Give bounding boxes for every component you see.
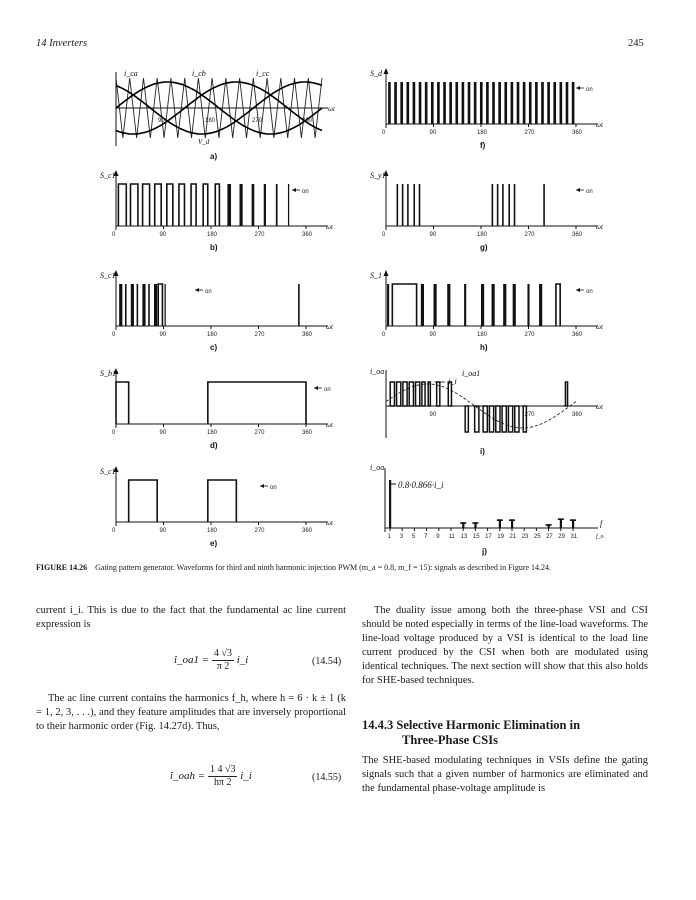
pulse: [572, 82, 575, 124]
panel-label: c): [210, 343, 218, 352]
caption-label: FIGURE 14.26: [36, 563, 88, 572]
pulse: [203, 184, 208, 226]
pulse: [227, 184, 231, 226]
tick-label: 180: [207, 332, 218, 338]
harmonic-tick-label: 17: [485, 534, 492, 540]
pulse: [421, 284, 424, 326]
pulse: [462, 82, 465, 124]
pulse: [264, 184, 266, 226]
pulse: [513, 284, 516, 326]
tick-180: 180: [205, 118, 216, 124]
signal-label: S_b1: [100, 369, 116, 378]
tick-label: 90: [159, 232, 167, 238]
signal-label: S_c1: [100, 467, 116, 476]
pulses: [118, 184, 289, 226]
harmonic-tick-label: 29: [558, 534, 565, 540]
pulse: [514, 184, 516, 226]
pulse: [413, 82, 416, 124]
pulse: [541, 82, 544, 124]
pulse: [498, 82, 501, 124]
signal-label: S_1: [370, 271, 382, 280]
pulse: [543, 184, 545, 226]
caption-text: Gating pattern generator. Waveforms for third and ninth harmonic injection PWM (m_a = 0.8, m_f = 15): signals as described in Figure 14.24.: [95, 563, 552, 572]
panel-label: g): [480, 243, 488, 252]
pulse: [486, 82, 489, 124]
pulse: [208, 382, 306, 424]
pulse: [566, 82, 569, 124]
tick-270: 270: [252, 118, 263, 124]
panel-h: [370, 266, 610, 362]
tick-label: 90: [159, 332, 167, 338]
current-pulses: [390, 382, 567, 432]
axis-f: f: [600, 519, 603, 528]
harmonic-tick-label: 25: [533, 534, 541, 540]
harmonic-tick-label: 27: [546, 534, 553, 540]
pulse: [165, 284, 166, 326]
harmonic-tick-label: 21: [509, 534, 517, 540]
pulse: [137, 284, 139, 326]
pulse: [556, 284, 560, 326]
ii-label: i_i: [448, 377, 457, 386]
eq-den: π 2: [216, 661, 230, 672]
tick-label: 0: [112, 332, 116, 338]
equation-14-54: [174, 648, 248, 673]
panel-b: [100, 166, 340, 262]
pulse: [447, 284, 450, 326]
panel-label: a): [210, 152, 218, 161]
panel-label: f): [480, 141, 486, 150]
pulse: [129, 480, 158, 522]
pulse: [142, 284, 145, 326]
pulse: [489, 406, 493, 432]
section-title-line-2: Three-Phase CSIs: [402, 733, 498, 747]
fundamental-label: i_oa1: [462, 369, 481, 378]
pulse: [535, 82, 538, 124]
panel-e: [100, 462, 340, 558]
tick-label: 360: [302, 430, 313, 436]
left-para-2: The ac line current contains the harmonics f_h, where h = 6 · k ± 1 (k = 1, 2, 3, . . .), and they feature amplitudes that are inversely proportional to their harmonic order (Fig. 14.27d). Thus,: [36, 693, 346, 733]
pulse: [480, 82, 483, 124]
harmonic-tick-label: 7: [424, 534, 428, 540]
pulse: [409, 382, 413, 406]
pulse: [434, 284, 437, 326]
pulse: [390, 382, 394, 406]
pulse: [465, 406, 468, 432]
pulse: [167, 184, 173, 226]
pulse: [388, 82, 391, 124]
eq-fraction: [212, 648, 234, 673]
tick-label: 360: [572, 232, 583, 238]
harmonic-ticks: [388, 528, 578, 540]
pulse: [397, 382, 401, 406]
pulse: [502, 184, 504, 226]
pulse: [502, 406, 506, 432]
pulse: [158, 284, 162, 326]
pulse: [116, 382, 129, 424]
harmonic-tick-label: 13: [460, 534, 468, 540]
signal-label: i_oa: [370, 367, 385, 376]
tick-label: 180: [477, 130, 488, 136]
harmonic-tick-label: 23: [521, 534, 529, 540]
pulse: [288, 184, 289, 226]
pulse: [419, 184, 421, 226]
tick-label: 360: [302, 232, 313, 238]
eq-rhs: i_i: [236, 654, 249, 667]
pulse: [387, 284, 389, 326]
on-label: on: [586, 289, 593, 295]
pulse: [468, 82, 471, 124]
pulse: [437, 82, 440, 124]
pulses: [116, 382, 306, 424]
harmonic-tick-label: 3: [399, 534, 404, 540]
pulse: [428, 382, 430, 406]
tick-label: 270: [524, 332, 535, 338]
harmonic-tick-label: 19: [497, 534, 504, 540]
signal-label: S_y1: [370, 171, 386, 180]
panel-label: h): [480, 343, 488, 352]
harmonic-tick-label: 5: [411, 534, 416, 540]
pulse: [431, 82, 434, 124]
panel-label: e): [210, 539, 218, 548]
pulse: [553, 82, 556, 124]
section-title-line-1: 14.4.3 Selective Harmonic Elimination in: [362, 718, 581, 732]
tick-label: 270: [254, 232, 265, 238]
pulse: [252, 184, 255, 226]
tick-label: 90: [429, 130, 437, 136]
pulse: [547, 82, 550, 124]
tick-label: 0: [382, 332, 386, 338]
axis-fo: f_o: [596, 534, 604, 540]
tick-90: 90: [158, 118, 165, 124]
pulse: [449, 82, 452, 124]
pulse: [492, 184, 494, 226]
right-para-1: The duality issue among both the three-phase VSI and CSI should be noted especially in terms of the line-load waveforms. The line-load voltage produced by a VSI is identical to the load line current produced by the CSI when both are modulated using identical techniques. The next section will show that this also holds for SHE-based techniques.: [362, 605, 648, 687]
axis-wt: ωt: [328, 105, 335, 113]
pulse: [475, 406, 479, 432]
harmonic-tick-label: 15: [472, 534, 480, 540]
tick-label: 0: [112, 430, 116, 436]
pulse: [191, 184, 196, 226]
panel-c: [100, 266, 340, 362]
pulse: [496, 406, 500, 432]
eq-rhs: i_i: [240, 770, 252, 783]
tick-label: 0: [382, 130, 386, 136]
pulse: [179, 184, 185, 226]
panel-i: [370, 364, 610, 460]
signal-label: i_oa: [370, 463, 385, 472]
pulse: [483, 406, 487, 432]
tick-label: 0: [112, 232, 116, 238]
signal-label: S_c1: [100, 271, 116, 280]
pulse: [148, 284, 150, 326]
pulse: [504, 82, 507, 124]
pulse: [539, 284, 542, 326]
eq-den: hπ 2: [213, 777, 232, 788]
panel-d: [100, 364, 340, 460]
pulse: [560, 82, 563, 124]
axis-label: ωt: [596, 223, 603, 231]
pulse: [419, 82, 422, 124]
pulse: [125, 284, 127, 326]
tick-label: 90: [159, 430, 167, 436]
panel-f: [370, 64, 610, 160]
label-vd: V_d: [198, 138, 210, 146]
panel-label: d): [210, 441, 218, 450]
axis-label: ωt: [326, 519, 333, 527]
pulse: [443, 82, 446, 124]
label-icb: i_cb: [192, 69, 206, 78]
pulses: [387, 284, 560, 326]
figure-caption: [36, 562, 648, 573]
tick-label: 270: [524, 412, 535, 418]
label-ica: i_ca: [124, 69, 138, 78]
pulse: [492, 284, 495, 326]
tick-label: 0: [382, 232, 386, 238]
eq-lhs: î_oah =: [170, 770, 206, 783]
panel-g: [370, 166, 610, 262]
tick-label: 0: [112, 528, 116, 534]
pulse: [529, 82, 532, 124]
pulse: [298, 284, 300, 326]
signal-label: S_d: [370, 69, 382, 78]
harmonic-tick-label: 31: [570, 534, 578, 540]
pulse: [517, 82, 520, 124]
pulse: [527, 284, 529, 326]
on-label: on: [302, 189, 309, 195]
pulse: [455, 82, 458, 124]
harmonic-tick-label: 9: [436, 534, 440, 540]
pulse: [394, 82, 397, 124]
signal-label: S_c1: [100, 171, 116, 180]
right-para-2: The SHE-based modulating techniques in VSIs define the gating signals such that a given number of harmonics are eliminated and the fundamental phase-voltage amplitude is: [362, 755, 648, 795]
pulse: [392, 284, 416, 326]
pulse: [276, 184, 278, 226]
on-label: on: [324, 387, 331, 393]
panel-a: [100, 64, 340, 162]
on-label: on: [586, 189, 593, 195]
tick-label: 180: [207, 430, 218, 436]
pulse: [503, 284, 506, 326]
fundamental-annotation: 0.8·0.866·i_i: [398, 480, 444, 490]
tick-label: 360: [302, 332, 313, 338]
eq-number-14-54: (14.54): [312, 656, 342, 667]
tick-label: 180: [207, 528, 218, 534]
pulse: [131, 284, 134, 326]
pulse: [523, 82, 526, 124]
tick-label: 360: [572, 130, 583, 136]
running-header-chapter: 14 Inverters: [36, 38, 88, 49]
pulse: [397, 184, 399, 226]
tick-label: 270: [254, 528, 265, 534]
pulse: [208, 480, 236, 522]
pulse: [422, 382, 425, 406]
tick-label: 180: [207, 232, 218, 238]
axis-label: ωt: [596, 403, 603, 411]
on-label: on: [586, 87, 593, 93]
pulse: [508, 406, 512, 432]
tick-label: 90: [429, 332, 437, 338]
tick-label: 360: [302, 528, 313, 534]
pulse: [492, 82, 495, 124]
pulse: [416, 382, 420, 406]
panel-j: [370, 462, 610, 558]
tick-label: 360: [572, 332, 583, 338]
pulse: [407, 184, 409, 226]
pulse: [240, 184, 243, 226]
tick-label: 90: [159, 528, 167, 534]
pulses: [397, 184, 545, 226]
pulse: [497, 184, 499, 226]
pulse: [215, 184, 219, 226]
tick-label: 270: [524, 130, 535, 136]
pulse: [464, 284, 466, 326]
pulse: [403, 382, 407, 406]
harmonic-bar-1: [389, 480, 391, 528]
label-icc: i_cc: [256, 69, 270, 78]
pulse: [143, 184, 150, 226]
panel-label: b): [210, 243, 218, 252]
pulse: [119, 284, 122, 326]
eq-fraction: [208, 764, 238, 789]
pulse: [402, 184, 404, 226]
harmonic-tick-label: 1: [387, 534, 391, 540]
pulses: [388, 82, 574, 124]
tick-label: 270: [254, 332, 265, 338]
pulses: [129, 480, 237, 522]
left-para-1: current i_i. This is due to the fact that the fundamental ac line current expression is: [36, 605, 346, 631]
pulse: [425, 82, 428, 124]
eq-num: 4 √3: [213, 648, 232, 659]
axis-label: ωt: [326, 421, 333, 429]
axis-label: ωt: [326, 223, 333, 231]
tick-360: 360: [302, 118, 313, 124]
tick-label: 270: [524, 232, 535, 238]
pulse: [413, 184, 415, 226]
pulse: [118, 184, 126, 226]
page-number: 245: [628, 38, 644, 49]
pulse: [130, 184, 137, 226]
pulse: [565, 382, 567, 406]
pulse: [154, 284, 157, 326]
axis-label: ωt: [326, 323, 333, 331]
pulse: [400, 82, 403, 124]
pulse: [481, 284, 484, 326]
eq-num: 1 4 √3: [209, 764, 236, 775]
pulse: [474, 82, 477, 124]
eq-lhs: î_oa1 =: [174, 654, 210, 667]
panel-label: i): [480, 447, 485, 456]
tick-label: 90: [429, 232, 437, 238]
pulse: [511, 82, 514, 124]
eq-number-14-55: (14.55): [312, 772, 342, 783]
tick-label: 270: [254, 430, 265, 436]
tick-label: 360: [572, 412, 583, 418]
tick-label: 90: [429, 412, 437, 418]
axis-label: ωt: [596, 121, 603, 129]
on-label: on: [205, 289, 212, 295]
pulse: [508, 184, 510, 226]
tick-label: 180: [477, 332, 488, 338]
harmonic-tick-label: 11: [448, 534, 455, 540]
axis-label: ωt: [596, 323, 603, 331]
pulse: [406, 82, 409, 124]
panel-label: j): [482, 547, 487, 556]
pulse: [515, 406, 519, 432]
on-label: on: [270, 485, 277, 491]
pulse: [155, 184, 161, 226]
tick-label: 180: [477, 232, 488, 238]
equation-14-55: [170, 764, 252, 789]
